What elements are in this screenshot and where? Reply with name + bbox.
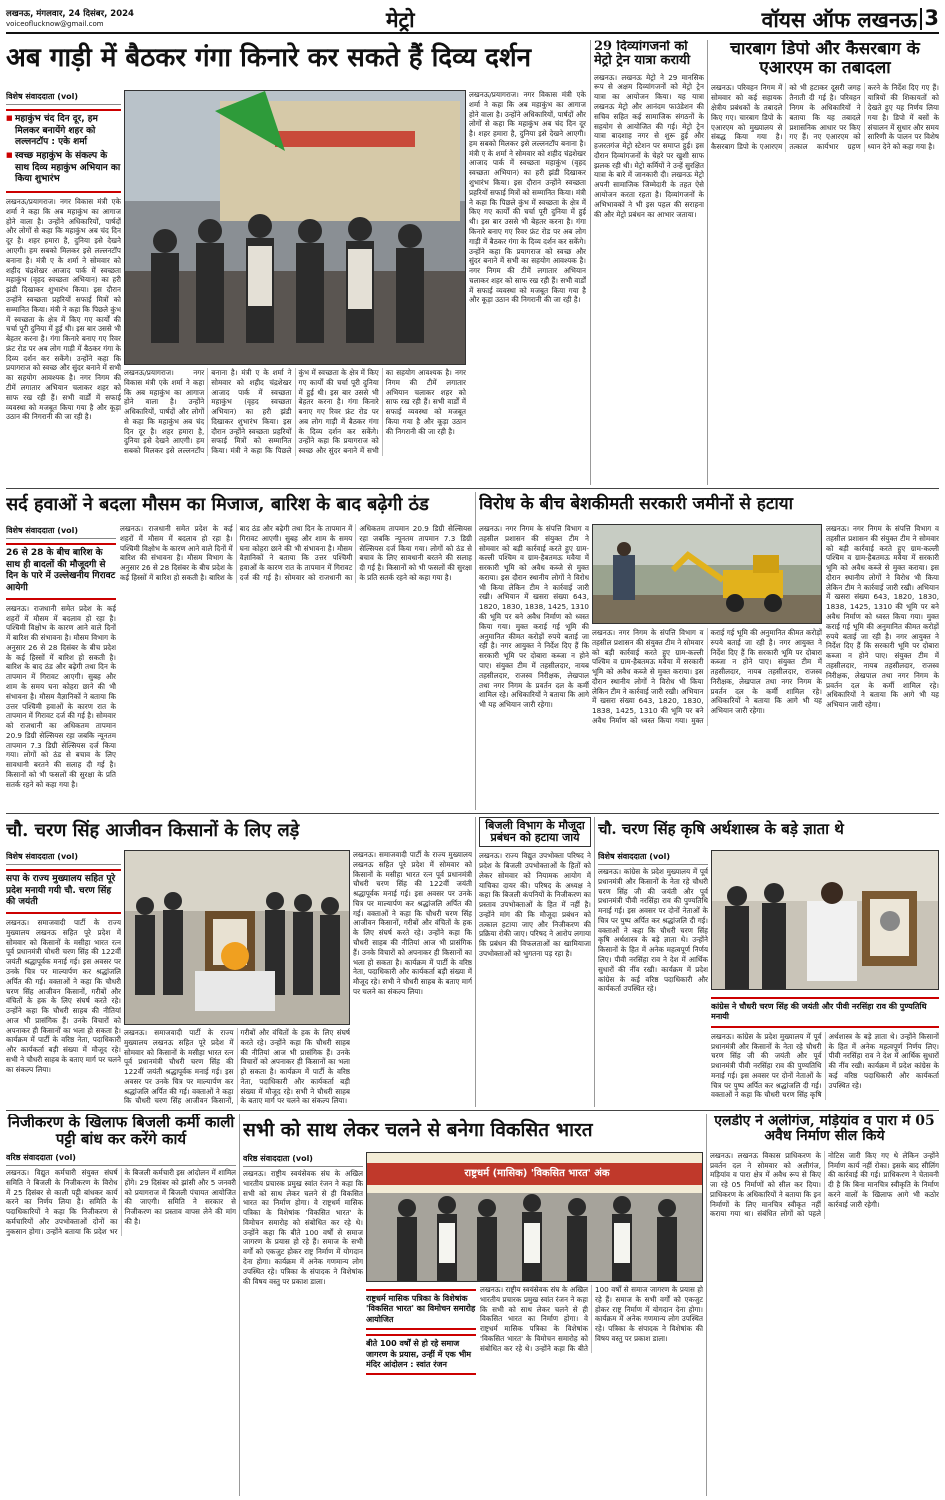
newspaper-brand: वॉयस ऑफ लखनऊ [761,7,917,32]
section-divider [6,1110,939,1111]
story8-headline: चौ. चरण सिंह कृषि अर्थशास्त्र के बड़े ज्ञाता थे [598,820,844,838]
story11-headline: एलडीए ने अलीगंज, मड़ियांव व पारा में 05 अवैध निर्माण सील किये [714,1114,935,1145]
story5-left-col [479,524,589,809]
story7-text: लखनऊ। राज्य विद्युत उपभोक्ता परिषद ने प्रदेश के बिजली उपभोक्ताओं के हितों को लेकर सोमवार को नियामक आयोग में याचिका दायर की। परिषद के अध्यक्ष ने कहा कि बिजली कंपनियों के निजीकरण का प्रस्ताव उपभोक्ताओं के हित में नहीं है। उन्होंने मांग की कि मौजूदा प्रबंधन को तत्काल हटाया जाए और निजीकरण की प्रक्रिया रोकी जाए। परिषद ने आरोप लगाया कि प्रबंधन की विफलताओं का खामियाजा उपभोक्ताओं को भुगतना पड़ रहा है। [479,851,591,958]
story6-text-a: लखनऊ। समाजवादी पार्टी के राज्य मुख्यालय लखनऊ सहित पूरे प्रदेश में सोमवार को किसानों के मसीहा भारत रत्न पूर्व प्रधानमंत्री चौधरी चरण सिंह की 122वीं जयंती श्रद्धापूर्वक मनाई गई। इस अवसर पर उनके चित्र पर माल्यार्पण कर श्रद्धांजलि अर्पित की गई। वक्ताओं ने कहा कि चौधरी चरण सिंह आजीवन किसानों, गरीबों और वंचितों के हक के लिए संघर्ष करते रहे। उन्होंने कहा कि चौधरी साहब की नीतियां आज भी प्रासंगिक हैं। उनके विचारों को अपनाकर ही किसानों का भला हो सकता है। कार्यक्रम में पार्टी के वरिष्ठ नेता, पदाधिकारी और कार्यकर्ता बड़ी संख्या में मौजूद रहे। सभी ने चौधरी साहब के बताए मार्ग पर चलने का संकल्प लिया। [6,918,121,1074]
divider [239,1114,240,1496]
story5-headline-box [479,492,939,520]
story10-headline-box [243,1114,703,1150]
story3 [711,40,939,485]
story1-left-col [6,90,121,485]
story6-text-cols [124,1028,350,1105]
story6-headline: चौ. चरण सिंह आजीवन किसानों के लिए लड़े [6,820,300,841]
story1-right-col [469,90,586,485]
story4-headline-box [6,492,472,520]
divider [707,40,708,485]
story3-text: लखनऊ। परिवहन निगम में सोमवार को कई सहायक क्षेत्रीय प्रबंधकों के तबादले किए गए। चारबाग डिपो के एआरएम को मुख्यालय से संबद्ध किया गया है। कैसरबाग डिपो के एआरएम को भी हटाकर दूसरी जगह तैनाती दी गई है। परिवहन निगम के अधिकारियों ने बताया कि यह तबादले प्रशासनिक आधार पर किए गए हैं। नए एआरएम को तत्काल कार्यभार ग्रहण करने के निर्देश दिए गए हैं। यात्रियों की शिकायतों को देखते हुए यह निर्णय लिया गया है। डिपो में बसों के संचालन में सुधार और समय सारिणी के पालन पर विशेष ध्यान देने को कहा गया है। [711,83,939,152]
story4-left-col [6,524,116,809]
section-name: मेट्रो [386,7,415,32]
story7 [479,817,591,1107]
story6-left-col [6,850,121,1105]
story10-byline: वरिष्ठ संवाददाता (vol) [243,1152,363,1167]
story6-pullquote: सपा के राज्य मुख्यालय सहित पूरे प्रदेश मनायी गयी चौ. चरण सिंह की जयंती [6,869,121,914]
story1-quote-1: ■ महाकुंभ चंद दिन दूर, हम मिलकर बनायेंगे शहर को लल्लनटॉप : एके शर्मा [6,114,121,149]
story10-headline: सभी को साथ लेकर चलने से बनेगा विकसित भारत [243,1119,593,1141]
story10-photo [366,1152,703,1282]
story1-text-cols [124,368,466,485]
contact-email: voiceoflucknow@gmail.com [6,20,104,28]
story10-pullquote-1: राष्ट्रधर्म मासिक पत्रिका के विशेषांक 'विकसित भारत' का विमोचन समारोह आयोजित [366,1289,476,1330]
story5-text-b: लखनऊ। नगर निगम के संपत्ति विभाग व तहसील प्रशासन की संयुक्त टीम ने सोमवार को बड़ी कार्रवाई करते हुए ग्राम-कल्ली पश्चिम व ग्राम-हैबतमऊ मवैया में सरकारी भूमि को अवैध कब्जे से मुक्त कराया। इस दौरान स्थानीय लोगों ने विरोध भी किया लेकिन टीम ने कार्रवाई जारी रखी। अभियान में खसरा संख्या 643, 1820, 1830, 1838, 1425, 1310 की भूमि पर बने अवैध निर्माण को ध्वस्त किया गया। मुक्त कराई गई भूमि की अनुमानित कीमत करोड़ों रुपये बताई जा रही है। नगर आयुक्त ने निर्देश दिए हैं कि सरकारी भूमि पर दोबारा कब्जा न होने पाए। संयुक्त टीम में तहसीलदार, नायब तहसीलदार, राजस्व निरीक्षक, लेखपाल तथा नगर निगम के प्रवर्तन दल के कर्मी शामिल रहे। अधिकारियों ने बताया कि आगे भी यह अभियान जारी रहेगा। [592,628,822,726]
story1-byline: विशेष संवाददाता (vol) [6,90,121,105]
story10-pullquote-2: बीते 100 वर्षों से हो रहे समाज जागरण के प्रयास, उन्हीं में एक भीम मंदिर आंदोलन : स्वांत रंजन [366,1334,476,1375]
bulldozer-photo-icon [593,525,822,624]
story8-text-b: लखनऊ। कांग्रेस के प्रदेश मुख्यालय में पूर्व प्रधानमंत्री और किसानों के नेता रहे चौधरी चरण सिंह जी की जयंती और पूर्व प्रधानमंत्री पीवी नरसिंहा राव की पुण्यतिथि मनाई गई। इस अवसर पर दोनों नेताओं के चित्र पर पुष्प अर्पित कर श्रद्धांजलि दी गई। वक्ताओं ने कहा कि चौधरी चरण सिंह कृषि अर्थशास्त्र के बड़े ज्ञाता थे। उन्होंने किसानों के हित में अनेक महत्वपूर्ण निर्णय लिए। पीवी नरसिंहा राव ने देश में आर्थिक सुधारों की नींव रखी। कार्यक्रम में प्रदेश कांग्रेस के कई वरिष्ठ पदाधिकारी और कार्यकर्ता उपस्थित रहे। [711,1031,939,1100]
story1-pullquotes [6,109,121,193]
story6-photo [124,850,350,1025]
issue-date: लखनऊ, मंगलवार, 24 दिसंबर, 2024 [6,9,134,19]
story4-text-a: लखनऊ। राजधानी समेत प्रदेश के कई शहरों में मौसम में बदलाव हो रहा है। पश्चिमी विक्षोभ के कारण आने वाले दिनों में बारिश की संभावना है। मौसम विभाग के अनुसार 26 से 28 दिसंबर के बीच प्रदेश के कई हिस्सों में बारिश हो सकती है। बारिश के बाद ठंड और बढ़ेगी तथा दिन के तापमान में गिरावट आएगी। सुबह और शाम के समय घना कोहरा छाने की भी संभावना है। मौसम वैज्ञानिकों ने बताया कि उत्तर पश्चिमी हवाओं के कारण रात के तापमान में गिरावट दर्ज की गई है। सोमवार को राजधानी का अधिकतम तापमान 20.9 डिग्री सेल्सियस रहा जबकि न्यूनतम तापमान 7.3 डिग्री सेल्सियस दर्ज किया गया। लोगों को ठंड से बचाव के लिए सावधानी बरतने की सलाह दी गई है। किसानों को भी फसलों की सुरक्षा के प्रति सतर्क रहने को कहा गया है। [6,603,116,789]
story1-headline-box [6,40,588,86]
story4-pullquote: 26 से 28 के बीच बारिश के साथ ही बादलों की मौजूदगी से दिन के पारे में उल्लेखनीय गिरावट आयेगी [6,543,116,600]
story2-headline: 29 दिव्यांगजनों को मेट्रो ट्रेन यात्रा करायी [594,40,691,69]
story5-text-a: लखनऊ। नगर निगम के संपत्ति विभाग व तहसील प्रशासन की संयुक्त टीम ने सोमवार को बड़ी कार्रवाई करते हुए ग्राम-कल्ली पश्चिम व ग्राम-हैबतमऊ मवैया में सरकारी भूमि को अवैध कब्जे से मुक्त कराया। इस दौरान स्थानीय लोगों ने विरोध भी किया लेकिन टीम ने कार्रवाई जारी रखी। अभियान में खसरा संख्या 643, 1820, 1830, 1838, 1425, 1310 की भूमि पर बने अवैध निर्माण को ध्वस्त किया गया। मुक्त कराई गई भूमि की अनुमानित कीमत करोड़ों रुपये बताई जा रही है। नगर आयुक्त ने निर्देश दिए हैं कि सरकारी भूमि पर दोबारा कब्जा न होने पाए। संयुक्त टीम में तहसीलदार, नायब तहसीलदार, राजस्व निरीक्षक, लेखपाल तथा नगर निगम के प्रवर्तन दल के कर्मी शामिल रहे। अधिकारियों ने बताया कि आगे भी यह अभियान जारी रहेगा। [479,524,589,710]
story8-photo [711,850,939,990]
story10-text-b: लखनऊ। राष्ट्रीय स्वयंसेवक संघ के अखिल भारतीय प्रचारक प्रमुख स्वांत रंजन ने कहा कि सभी को साथ लेकर चलने से ही विकसित भारत का निर्माण होगा। वे राष्ट्रधर्म मासिक पत्रिका के विशेषांक 'विकसित भारत' के विमोचन समारोह को संबोधित कर रहे थे। उन्होंने कहा कि बीते 100 वर्षों से समाज जागरण के प्रयास हो रहे हैं। समाज के सभी वर्गों को एकजुट होकर राष्ट्र निर्माण में योगदान देना होगा। कार्यक्रम में अनेक गणमान्य लोग उपस्थित रहे। पत्रिका के संपादक ने विशेषांक की विषय वस्तु पर प्रकाश डाला। [480,1285,703,1353]
story4-byline: विशेष संवाददाता (vol) [6,524,116,539]
story4-text-cols [120,524,472,809]
story9-byline: वरिष्ठ संवाददाता (vol) [6,1151,236,1166]
tribute-photo-icon [712,851,939,990]
story11 [710,1114,939,1496]
story3-headline: चारबाग डिपो और कैसरबाग के एआरएम का तबादला [730,40,920,78]
divider [706,1114,707,1496]
story7-headline: बिजली विभाग के मौजूदा प्रबंधन को हटाया जाये [479,817,591,847]
page-number: 3 [924,6,939,30]
story8-left-col [598,850,708,1105]
section-divider [6,813,939,814]
story8-text-cols [711,993,939,1105]
section-divider [6,488,939,489]
story11-text: लखनऊ। लखनऊ विकास प्राधिकरण के प्रवर्तन दल ने सोमवार को अलीगंज, मड़ियांव व पारा क्षेत्र में अवैध रूप से किए जा रहे 05 निर्माणों को सील कर दिया। प्राधिकरण के अधिकारियों ने बताया कि इन निर्माणों के लिए मानचित्र स्वीकृत नहीं कराया गया था। संबंधित लोगों को पहले नोटिस जारी किए गए थे लेकिन उन्होंने निर्माण कार्य नहीं रोका। इसके बाद सीलिंग की कार्रवाई की गई। प्राधिकरण ने चेतावनी दी है कि बिना मानचित्र स्वीकृति के निर्माण करने वालों के खिलाफ आगे भी कठोर कार्रवाई जारी रहेगी। [710,1150,939,1219]
tribute-photo-icon [125,851,350,1025]
story6-right-col [353,850,472,1105]
story9-headline: निजीकरण के खिलाफ बिजली कर्मी काली पट्टी बांध कर करेंगे कार्य [7,1114,235,1148]
divider [475,817,476,1107]
story6-headline-box [6,817,472,847]
story5-photo [592,524,822,624]
story5-headline: विरोध के बीच बेशकीमती सरकारी जमीनों से हटाया [479,494,794,514]
story2-text: लखनऊ। लखनऊ मेट्रो ने 29 मानसिक रूप से अक्षम दिव्यांगजनों को मेट्रो ट्रेन यात्रा का आयोजन किया। यह यात्रा लखनऊ मेट्रो और आनंदम फाउंडेशन की सचिव सहित कई सामाजिक संगठनों के सहयोग से आयोजित की गई। मेट्रो ट्रेन यात्रा बादशाह नगर से शुरू हुई और हजरतगंज मेट्रो स्टेशन पर समाप्त हुई। इस दौरान दिव्यांगजनों के चेहरे पर खुशी साफ झलक रही थी। मेट्रो कर्मियों ने उन्हें सुरक्षित यात्रा के बारे में जानकारी दी। लखनऊ मेट्रो अपनी सामाजिक जिम्मेदारी के तहत ऐसे आयोजन करता रहता है। दिव्यांगजनों के अभिभावकों ने भी इस पहल की सराहना की और मेट्रो प्रबंधन का आभार जताया। [594,72,704,219]
story1-photo [124,90,466,365]
story10-text-cols [480,1285,703,1496]
divider [590,40,591,485]
story8-pullquote: कांग्रेस ने चौधरी चरण सिंह की जयंती और पीवी नरसिंहा राव की पुण्यतिथि मनायी [711,997,939,1028]
story9 [6,1114,236,1496]
divider [594,817,595,1107]
ceremony-photo-icon [125,91,466,365]
story5-text-cols [592,628,822,809]
story10-left-col [243,1152,363,1496]
story6-text-c: लखनऊ। समाजवादी पार्टी के राज्य मुख्यालय लखनऊ सहित पूरे प्रदेश में सोमवार को किसानों के मसीहा भारत रत्न पूर्व प्रधानमंत्री चौधरी चरण सिंह की 122वीं जयंती श्रद्धापूर्वक मनाई गई। इस अवसर पर उनके चित्र पर माल्यार्पण कर श्रद्धांजलि अर्पित की गई। वक्ताओं ने कहा कि चौधरी चरण सिंह आजीवन किसानों, गरीबों और वंचितों के हक के लिए संघर्ष करते रहे। उन्होंने कहा कि चौधरी साहब की नीतियां आज भी प्रासंगिक हैं। उनके विचारों को अपनाकर ही किसानों का भला हो सकता है। कार्यक्रम में पार्टी के वरिष्ठ नेता, पदाधिकारी और कार्यकर्ता बड़ी संख्या में मौजूद रहे। सभी ने चौधरी साहब के बताए मार्ग पर चलने का संकल्प लिया। [353,850,472,996]
masthead-separator [920,8,922,30]
story1-text-c: लखनऊ/प्रयागराज। नगर विकास मंत्री एके शर्मा ने कहा कि अब महाकुंभ का आगाज होने वाला है। उन्होंने अधिकारियों, पार्षदों और लोगों से कहा कि महाकुंभ अब चंद दिन दूर है। शहर हमारा है, दुनिया इसे देखने आएगी। हम सबको मिलकर इसे लल्लनटॉप बनाना है। मंत्री ए के शर्मा ने सोमवार को शहीद चंद्रशेखर आजाद पार्क में स्वच्छता महाकुंभ (वृहद स्वच्छता अभियान) का हरी झंडी दिखाकर शुभारंभ किया। इस दौरान उन्होंने स्वच्छता प्रहरियों सफाई मित्रों को सम्मानित किया। मंत्री ने कहा कि पिछले कुंभ में स्वच्छता के क्षेत्र में किए गए कार्यों की चर्चा पूरी दुनिया में हुई थी। इस बार उससे भी बेहतर करना है। गंगा किनारे बनाए गए रिवर फ्रंट रोड पर अब लोग गाड़ी में बैठकर गंगा के दिव्य दर्शन कर सकेंगे। उन्होंने कहा कि प्रयागराज को स्वच्छ और सुंदर बनाने में सभी का सहयोग आवश्यक है। नगर निगम की टीमें लगातार अभियान चलाकर शहर को साफ रख रही हैं। सभी वार्डों में सफाई व्यवस्था को मजबूत किया गया है और कूड़ा उठान की निगरानी की जा रही है। [469,90,586,305]
story10-text-a: लखनऊ। राष्ट्रीय स्वयंसेवक संघ के अखिल भारतीय प्रचारक प्रमुख स्वांत रंजन ने कहा कि सभी को साथ लेकर चलने से ही विकसित भारत का निर्माण होगा। वे राष्ट्रधर्म मासिक पत्रिका के विशेषांक 'विकसित भारत' के विमोचन समारोह को संबोधित कर रहे थे। उन्होंने कहा कि बीते 100 वर्षों से समाज जागरण के प्रयास हो रहे हैं। समाज के सभी वर्गों को एकजुट होकर राष्ट्र निर्माण में योगदान देना होगा। कार्यक्रम में अनेक गणमान्य लोग उपस्थित रहे। पत्रिका के संपादक ने विशेषांक की विषय वस्तु पर प्रकाश डाला। [243,1169,363,1286]
masthead [6,4,939,34]
story10-quote-col [366,1285,476,1496]
story8-text-a: लखनऊ। कांग्रेस के प्रदेश मुख्यालय में पूर्व प्रधानमंत्री और किसानों के नेता रहे चौधरी चरण सिंह जी की जयंती और पूर्व प्रधानमंत्री पीवी नरसिंहा राव की पुण्यतिथि मनाई गई। इस अवसर पर दोनों नेताओं के चित्र पर पुष्प अर्पित कर श्रद्धांजलि दी गई। वक्ताओं ने कहा कि चौधरी चरण सिंह कृषि अर्थशास्त्र के बड़े ज्ञाता थे। उन्होंने किसानों के हित में अनेक महत्वपूर्ण निर्णय लिए। पीवी नरसिंहा राव ने देश में आर्थिक सुधारों की नींव रखी। कार्यक्रम में प्रदेश कांग्रेस के कई वरिष्ठ पदाधिकारी और कार्यकर्ता उपस्थित रहे। [598,867,708,994]
magazine-banner: राष्ट्रधर्म (मासिक) 'विकसित भारत' अंक [464,1168,610,1179]
story4-text-b: लखनऊ। राजधानी समेत प्रदेश के कई शहरों में मौसम में बदलाव हो रहा है। पश्चिमी विक्षोभ के कारण आने वाले दिनों में बारिश की संभावना है। मौसम विभाग के अनुसार 26 से 28 दिसंबर के बीच प्रदेश के कई हिस्सों में बारिश हो सकती है। बारिश के बाद ठंड और बढ़ेगी तथा दिन के तापमान में गिरावट आएगी। सुबह और शाम के समय घना कोहरा छाने की भी संभावना है। मौसम वैज्ञानिकों ने बताया कि उत्तर पश्चिमी हवाओं के कारण रात के तापमान में गिरावट दर्ज की गई है। सोमवार को राजधानी का अधिकतम तापमान 20.9 डिग्री सेल्सियस रहा जबकि न्यूनतम तापमान 7.3 डिग्री सेल्सियस दर्ज किया गया। लोगों को ठंड से बचाव के लिए सावधानी बरतने की सलाह दी गई है। किसानों को भी फसलों की सुरक्षा के प्रति सतर्क रहने को कहा गया है। [120,524,472,582]
story2 [594,40,704,485]
story1-text-a: लखनऊ/प्रयागराज। नगर विकास मंत्री एके शर्मा ने कहा कि अब महाकुंभ का आगाज होने वाला है। उन्होंने अधिकारियों, पार्षदों और लोगों से कहा कि महाकुंभ अब चंद दिन दूर है। शहर हमारा है, दुनिया इसे देखने आएगी। हम सबको मिलकर इसे लल्लनटॉप बनाना है। मंत्री ए के शर्मा ने सोमवार को शहीद चंद्रशेखर आजाद पार्क में स्वच्छता महाकुंभ (वृहद स्वच्छता अभियान) का हरी झंडी दिखाकर शुभारंभ किया। इस दौरान उन्होंने स्वच्छता प्रहरियों सफाई मित्रों को सम्मानित किया। मंत्री ने कहा कि पिछले कुंभ में स्वच्छता के क्षेत्र में किए गए कार्यों की चर्चा पूरी दुनिया में हुई थी। इस बार उससे भी बेहतर करना है। गंगा किनारे बनाए गए रिवर फ्रंट रोड पर अब लोग गाड़ी में बैठकर गंगा के दिव्य दर्शन कर सकेंगे। उन्होंने कहा कि प्रयागराज को स्वच्छ और सुंदर बनाने में सभी का सहयोग आवश्यक है। नगर निगम की टीमें लगातार अभियान चलाकर शहर को साफ रख रही हैं। सभी वार्डों में सफाई व्यवस्था को मजबूत किया गया है और कूड़ा उठान की निगरानी की जा रही है। [6,197,121,422]
divider [475,492,476,810]
story8-byline: विशेष संवाददाता (vol) [598,850,708,865]
story6-byline: विशेष संवाददाता (vol) [6,850,121,865]
story4-headline: सर्द हवाओं ने बदला मौसम का मिजाज, बारिश के बाद बढ़ेगी ठंड [6,494,429,515]
story9-text: लखनऊ। विद्युत कर्मचारी संयुक्त संघर्ष समिति ने बिजली के निजीकरण के विरोध में 25 दिसंबर से काली पट्टी बांधकर कार्य करने का निर्णय लिया है। समिति के पदाधिकारियों ने कहा कि निजीकरण से कर्मचारियों और उपभोक्ताओं दोनों का नुकसान होगा। उन्होंने बताया कि प्रदेश भर के बिजली कर्मचारी इस आंदोलन में शामिल होंगे। 29 दिसंबर को झांसी और 5 जनवरी को प्रयागराज में बिजली पंचायत आयोजित की जाएगी। समिति ने सरकार से निजीकरण का प्रस्ताव वापस लेने की मांग की है। [6,1168,236,1236]
story1-headline: अब गाड़ी में बैठकर गंगा किनारे कर सकते हैं दिव्य दर्शन [6,43,532,73]
story1-text-b: लखनऊ/प्रयागराज। नगर विकास मंत्री एके शर्मा ने कहा कि अब महाकुंभ का आगाज होने वाला है। उन्होंने अधिकारियों, पार्षदों और लोगों से कहा कि महाकुंभ अब चंद दिन दूर है। शहर हमारा है, दुनिया इसे देखने आएगी। हम सबको मिलकर इसे लल्लनटॉप बनाना है। मंत्री ए के शर्मा ने सोमवार को शहीद चंद्रशेखर आजाद पार्क में स्वच्छता महाकुंभ (वृहद स्वच्छता अभियान) का हरी झंडी दिखाकर शुभारंभ किया। इस दौरान उन्होंने स्वच्छता प्रहरियों सफाई मित्रों को सम्मानित किया। मंत्री ने कहा कि पिछले कुंभ में स्वच्छता के क्षेत्र में किए गए कार्यों की चर्चा पूरी दुनिया में हुई थी। इस बार उससे भी बेहतर करना है। गंगा किनारे बनाए गए रिवर फ्रंट रोड पर अब लोग गाड़ी में बैठकर गंगा के दिव्य दर्शन कर सकेंगे। उन्होंने कहा कि प्रयागराज को स्वच्छ और सुंदर बनाने में सभी का सहयोग आवश्यक है। नगर निगम की टीमें लगातार अभियान चलाकर शहर को साफ रख रही हैं। सभी वार्डों में सफाई व्यवस्था को मजबूत किया गया है और कूड़ा उठान की निगरानी की जा रही है। [124,368,466,456]
story6-text-b: लखनऊ। समाजवादी पार्टी के राज्य मुख्यालय लखनऊ सहित पूरे प्रदेश में सोमवार को किसानों के मसीहा भारत रत्न पूर्व प्रधानमंत्री चौधरी चरण सिंह की 122वीं जयंती श्रद्धापूर्वक मनाई गई। इस अवसर पर उनके चित्र पर माल्यार्पण कर श्रद्धांजलि अर्पित की गई। वक्ताओं ने कहा कि चौधरी चरण सिंह आजीवन किसानों, गरीबों और वंचितों के हक के लिए संघर्ष करते रहे। उन्होंने कहा कि चौधरी साहब की नीतियां आज भी प्रासंगिक हैं। उनके विचारों को अपनाकर ही किसानों का भला हो सकता है। कार्यक्रम में पार्टी के वरिष्ठ नेता, पदाधिकारी और कार्यकर्ता बड़ी संख्या में मौजूद रहे। सभी ने चौधरी साहब के बताए मार्ग पर चलने का संकल्प लिया। [124,1028,350,1105]
story1-quote-2: ■ स्वच्छ महाकुंभ के संकल्प के साथ दिव्य महाकुंभ अभियान का किया शुभारंभ [6,151,121,186]
story5-right-col [826,524,939,809]
story8-headline-box [598,817,939,847]
story5-text-c: लखनऊ। नगर निगम के संपत्ति विभाग व तहसील प्रशासन की संयुक्त टीम ने सोमवार को बड़ी कार्रवाई करते हुए ग्राम-कल्ली पश्चिम व ग्राम-हैबतमऊ मवैया में सरकारी भूमि को अवैध कब्जे से मुक्त कराया। इस दौरान स्थानीय लोगों ने विरोध भी किया लेकिन टीम ने कार्रवाई जारी रखी। अभियान में खसरा संख्या 643, 1820, 1830, 1838, 1425, 1310 की भूमि पर बने अवैध निर्माण को ध्वस्त किया गया। मुक्त कराई गई भूमि की अनुमानित कीमत करोड़ों रुपये बताई जा रही है। नगर आयुक्त ने निर्देश दिए हैं कि सरकारी भूमि पर दोबारा कब्जा न होने पाए। संयुक्त टीम में तहसीलदार, नायब तहसीलदार, राजस्व निरीक्षक, लेखपाल तथा नगर निगम के प्रवर्तन दल के कर्मी शामिल रहे। अधिकारियों ने बताया कि आगे भी यह अभियान जारी रहेगा। [826,524,939,710]
